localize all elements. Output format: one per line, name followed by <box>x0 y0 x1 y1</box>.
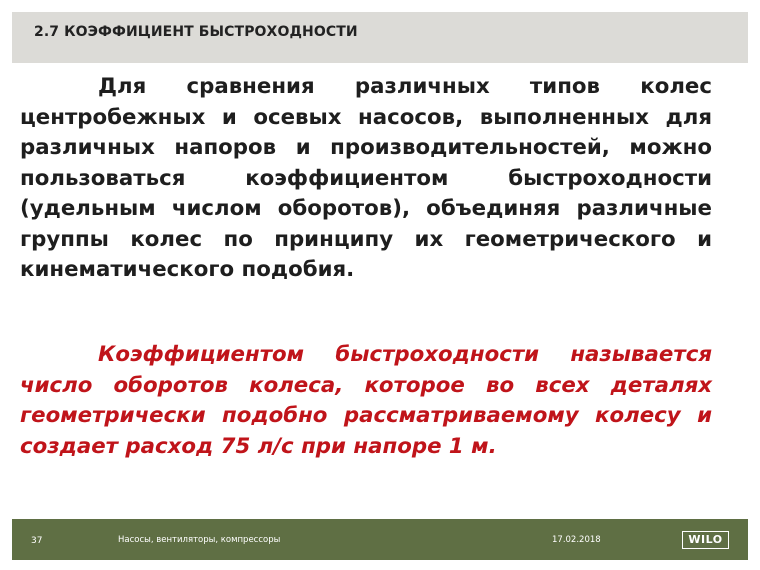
footer-date: 17.02.2018 <box>552 535 601 545</box>
slide-title: 2.7 КОЭФФИЦИЕНТ БЫСТРОХОДНОСТИ <box>34 24 358 40</box>
main-paragraph: Для сравнения различных типов колес центробежных и осевых насосов, выполненных для различных напоров и производительностей, можно пользоваться коэффициентом быстроходности (удельным числом оборотов), объединяя различные группы колес по принципу их геометрического и кинематического подобия. <box>20 74 712 282</box>
footer-caption: Насосы, вентиляторы, компрессоры <box>118 535 281 545</box>
definition-paragraph: Коэффициентом быстроходности называется число оборотов колеса, которое во всех деталях геометрически подобно рассматриваемому колесу и создает расход 75 л/с при напоре 1 м. <box>20 342 712 459</box>
slide-number: 37 <box>31 536 43 546</box>
wilo-logo: WILO <box>682 531 729 549</box>
